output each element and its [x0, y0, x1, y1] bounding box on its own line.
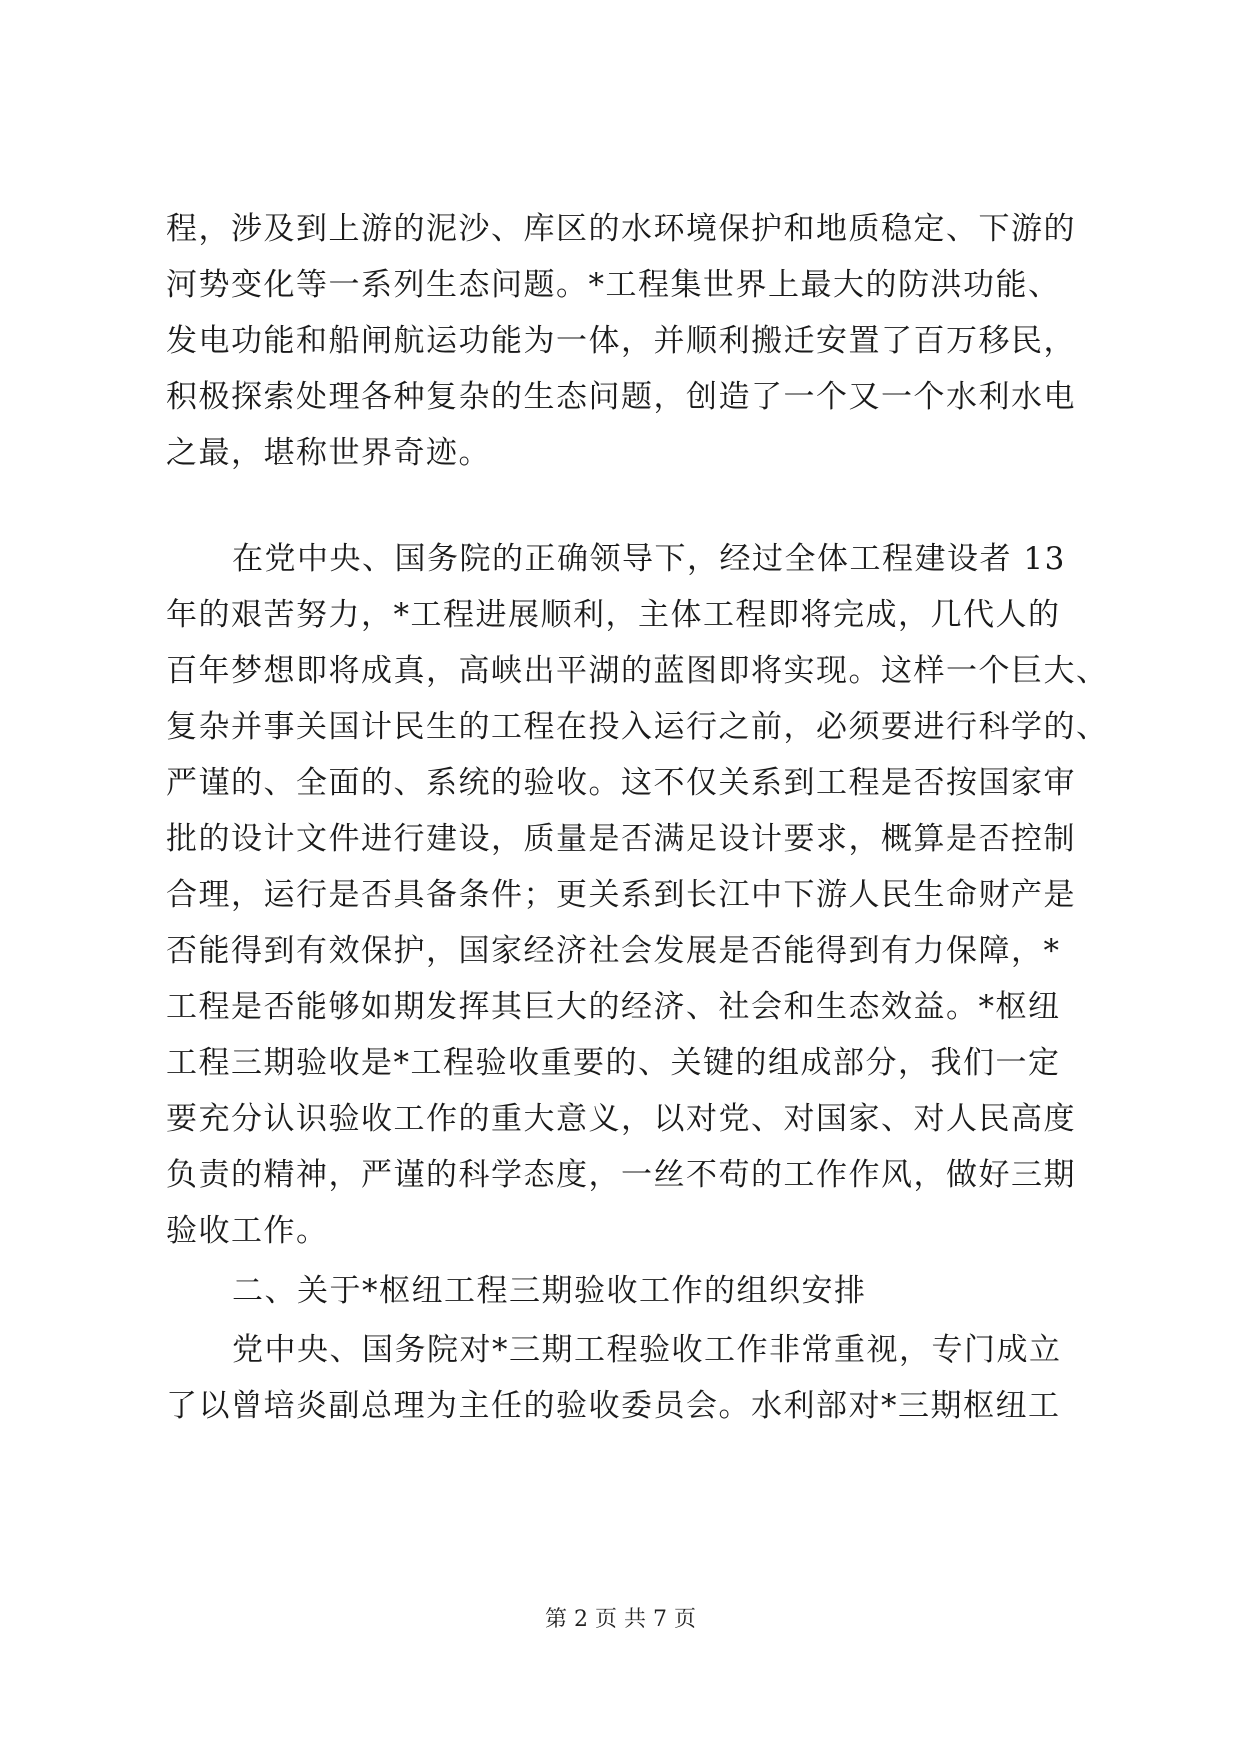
body-text-line: 年的艰苦努力，*工程进展顺利，主体工程即将完成，几代人的: [166, 597, 1061, 633]
body-text-line: 复杂并事关国计民生的工程在投入运行之前，必须要进行科学的、: [166, 709, 1109, 745]
body-text-line: 负责的精神，严谨的科学态度，一丝不苟的工作作风，做好三期: [166, 1157, 1076, 1193]
body-text-line: 工程三期验收是*工程验收重要的、关键的组成部分，我们一定: [166, 1045, 1061, 1081]
body-text-line: 工程是否能够如期发挥其巨大的经济、社会和生态效益。*枢纽: [166, 989, 1061, 1025]
body-text-line: 积极探索处理各种复杂的生态问题，创造了一个又一个水利水电: [166, 379, 1076, 415]
section-heading: 二、关于*枢纽工程三期验收工作的组织安排: [232, 1273, 867, 1309]
body-text-line: 河势变化等一系列生态问题。*工程集世界上最大的防洪功能、: [166, 267, 1061, 303]
body-text-line: 发电功能和船闸航运功能为一体，并顺利搬迁安置了百万移民，: [166, 323, 1076, 359]
page-number-footer: 第 2 页 共 7 页: [545, 1607, 696, 1632]
body-text-line: 要充分认识验收工作的重大意义，以对党、对国家、对人民高度: [166, 1101, 1076, 1137]
body-text-line: 了以曾培炎副总理为主任的验收委员会。水利部对*三期枢纽工: [166, 1388, 1061, 1424]
body-text-line: 程，涉及到上游的泥沙、库区的水环境保护和地质稳定、下游的: [166, 211, 1076, 247]
body-text-line: 之最，堪称世界奇迹。: [166, 435, 491, 471]
paragraph-first-line: 在党中央、国务院的正确领导下，经过全体工程建设者 13: [232, 541, 1066, 577]
body-text-line: 否能得到有效保护，国家经济社会发展是否能得到有力保障，*: [166, 933, 1061, 969]
body-text-line: 批的设计文件进行建设，质量是否满足设计要求，概算是否控制: [166, 821, 1076, 857]
body-text-line: 验收工作。: [166, 1213, 329, 1249]
body-text-line: 严谨的、全面的、系统的验收。这不仅关系到工程是否按国家审: [166, 765, 1076, 801]
body-text-line: 百年梦想即将成真，高峡出平湖的蓝图即将实现。这样一个巨大、: [166, 653, 1109, 689]
paragraph-first-line: 党中央、国务院对*三期工程验收工作非常重视，专门成立: [232, 1332, 1062, 1368]
body-text-line: 合理，运行是否具备条件；更关系到长江中下游人民生命财产是: [166, 877, 1076, 913]
